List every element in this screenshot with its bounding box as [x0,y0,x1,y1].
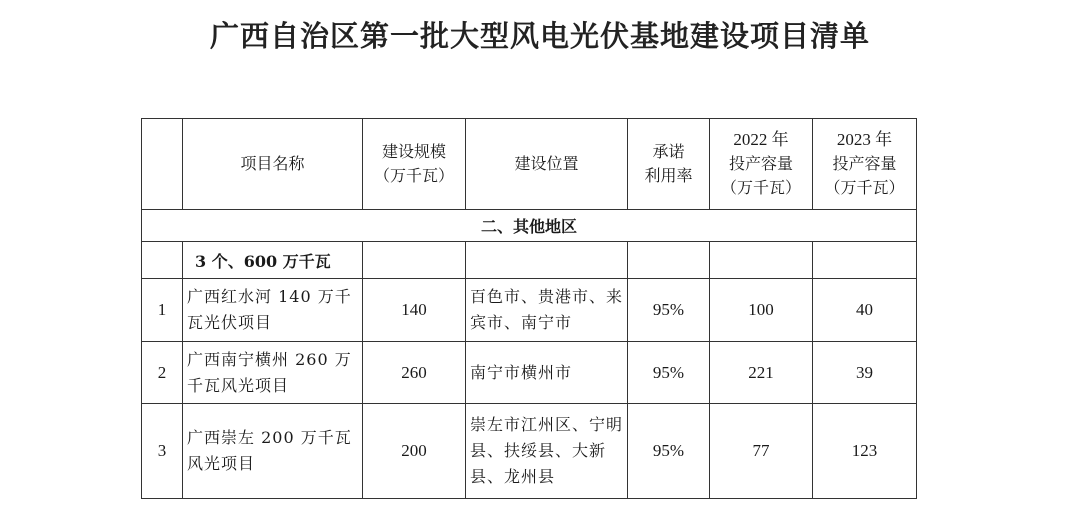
capacity-2022: 221 [710,342,813,404]
header-scale [363,119,466,210]
header-2023-line2: 投产容量 [832,154,897,173]
project-location: 南宁市横州市 [466,342,628,404]
header-scale-line1: 建设规模 [381,142,446,161]
group-no-cell [142,242,183,279]
header-2022-line2: 投产容量 [728,154,793,173]
group-empty-cell [710,242,813,279]
project-table [141,118,917,499]
table-row [142,279,917,342]
section-row [142,210,917,242]
header-rate-line2: 利用率 [644,166,693,185]
header-rate-line1: 承诺 [652,142,685,161]
project-scale: 260 [363,342,466,404]
header-2023-line1: 2023 年 [836,130,893,149]
project-name: 广西红水河 140 万千瓦光伏项目 [183,279,363,342]
group-empty-cell [363,242,466,279]
capacity-2022: 100 [710,279,813,342]
header-name: 项目名称 [183,119,363,210]
group-empty-cell [628,242,710,279]
header-2022-line3: （万千瓦） [720,178,801,197]
row-number: 2 [142,342,183,404]
table-row [142,342,917,404]
header-rate [628,119,710,210]
project-location: 崇左市江州区、宁明县、扶绥县、大新县、龙州县 [466,404,628,499]
table-row [142,404,917,499]
project-location: 百色市、贵港市、来宾市、南宁市 [466,279,628,342]
group-empty-cell [466,242,628,279]
project-scale: 200 [363,404,466,499]
utilization-rate: 95% [628,342,710,404]
utilization-rate: 95% [628,279,710,342]
utilization-rate: 95% [628,404,710,499]
header-2023-line3: （万千瓦） [824,178,905,197]
project-name: 广西崇左 200 万千瓦风光项目 [183,404,363,499]
header-no [142,119,183,210]
group-title: 3 个、600 万千瓦 [183,242,363,279]
header-location: 建设位置 [466,119,628,210]
row-number: 3 [142,404,183,499]
header-2022-line1: 2022 年 [733,130,789,149]
capacity-2023: 40 [813,279,917,342]
capacity-2023: 39 [813,342,917,404]
header-scale-line2: （万千瓦） [373,166,454,185]
project-name: 广西南宁横州 260 万千瓦风光项目 [183,342,363,404]
header-2022 [710,119,813,210]
table-header-row [142,119,917,210]
group-row [142,242,917,279]
section-title: 二、其他地区 [142,210,917,242]
header-2023 [813,119,917,210]
document-title: 广西自治区第一批大型风电光伏基地建设项目清单 [209,19,870,53]
row-number: 1 [142,279,183,342]
project-scale: 140 [363,279,466,342]
capacity-2023: 123 [813,404,917,499]
group-empty-cell [813,242,917,279]
capacity-2022: 77 [710,404,813,499]
